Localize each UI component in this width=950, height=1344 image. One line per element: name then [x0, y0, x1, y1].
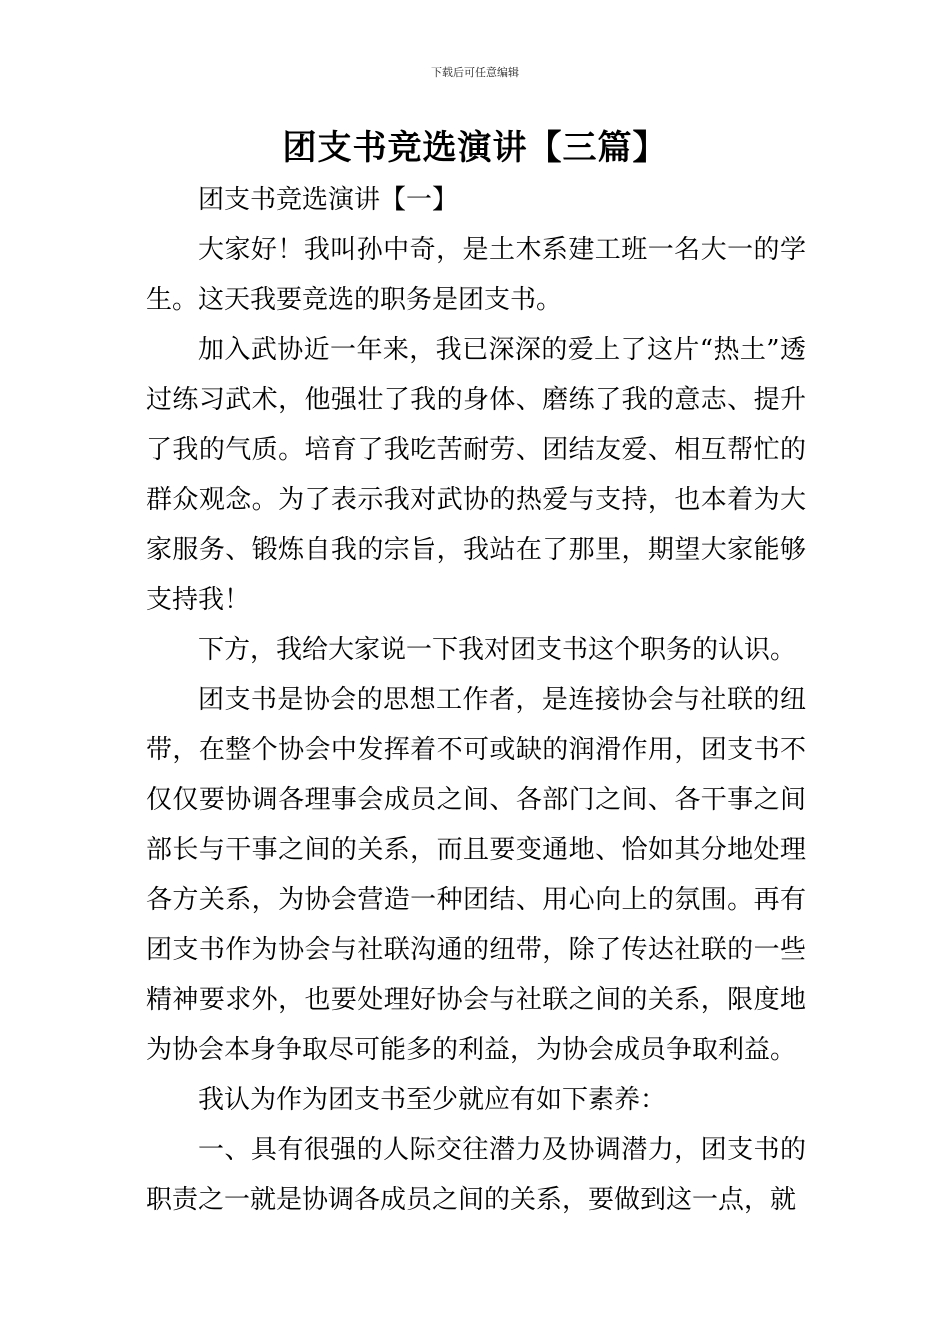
document-body — [146, 175, 806, 1225]
paragraph: 下方，我给大家说一下我对团支书这个职务的认识。 — [198, 635, 797, 665]
paragraph: 一、具有很强的人际交往潜力及协调潜力，团支书的职责之一就是协调各成员之间的关系，要做到这一点，就 — [146, 1135, 806, 1215]
paragraph: 我认为作为团支书至少就应有如下素养： — [198, 1085, 667, 1115]
paragraph: 加入武协近一年来，我已深深的爱上了这片“热土”透过练习武术，他强壮了我的身体、磨练了我的意志、提升了我的气质。培育了我吃苦耐劳、团结友爱、相互帮忙的群众观念。为了表示我对武协的热爱与支持，也本着为大家服务、锻炼自我的宗旨，我站在了那里，期望大家能够支持我！ — [146, 335, 806, 615]
document-title: 团支书竞选演讲【三篇】 — [282, 128, 668, 168]
paragraph-subheading: 团支书竞选演讲【一】 — [198, 185, 459, 215]
paragraph: 团支书是协会的思想工作者，是连接协会与社联的纽带，在整个协会中发挥着不可或缺的润滑作用，团支书不仅仅要协调各理事会成员之间、各部门之间、各干事之间部长与干事之间的关系，而且要变通地、恰如其分地处理各方关系，为协会营造一种团结、用心向上的氛围。再有团支书作为协会与社联沟通的纽带，除了传达社联的一些精神要求外，也要处理好协会与社联之间的关系，限度地为协会本身争取尽可能多的利益，为协会成员争取利益。 — [146, 685, 806, 1065]
paragraph: 大家好！我叫孙中奇，是土木系建工班一名大一的学生。这天我要竞选的职务是团支书。 — [146, 235, 806, 315]
header-note: 下载后可任意编辑 — [431, 66, 519, 79]
